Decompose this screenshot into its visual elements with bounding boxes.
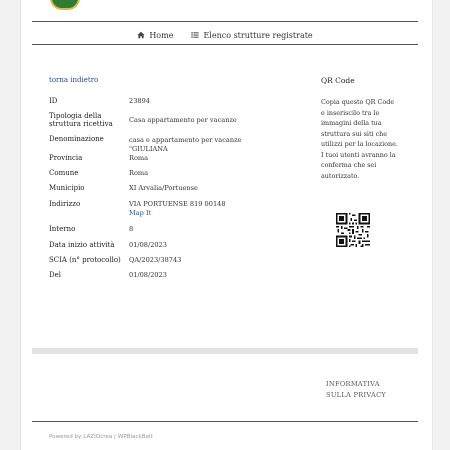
content-separator-band <box>32 348 418 354</box>
main-nav <box>32 27 418 43</box>
detail-label: Indirizzo <box>49 200 81 208</box>
detail-label: ID <box>49 97 58 105</box>
nav-divider <box>32 44 418 45</box>
structure-details-table <box>49 97 279 286</box>
detail-label: Municipio <box>49 184 85 192</box>
detail-row <box>49 256 279 271</box>
home-icon <box>137 31 145 39</box>
nav-list-label: Elenco strutture registrate <box>203 30 313 40</box>
qr-title: QR Code <box>321 76 355 85</box>
detail-value: Roma <box>129 169 149 177</box>
detail-value: XI Arvalia/Portuense <box>129 184 198 192</box>
detail-row <box>49 271 279 286</box>
detail-row <box>49 154 279 169</box>
detail-label: Denominazione <box>49 135 104 143</box>
detail-value: 23894 <box>129 97 150 105</box>
detail-label: Tipologia della struttura ricettiva <box>49 112 113 128</box>
detail-label: SCIA (n° protocollo) <box>49 256 121 264</box>
detail-value: Casa appartamento per vacanze <box>129 116 237 124</box>
map-it-link[interactable]: Map It <box>129 209 152 217</box>
nav-registered-list[interactable] <box>191 31 312 40</box>
qr-description: Copia questo QR Code e inseriscilo tra le immagini della tua struttura sui siti che utilizzi per la locazione. I tuoi utenti avranno la conferma che sei autorizzato. <box>321 98 398 180</box>
detail-row <box>49 169 279 184</box>
back-link[interactable]: torna indietro <box>49 76 99 84</box>
detail-value: 01/08/2023 <box>129 241 168 249</box>
detail-row <box>49 112 279 135</box>
detail-row <box>49 135 279 154</box>
detail-label: Comune <box>49 169 79 177</box>
top-divider <box>32 21 418 22</box>
detail-label: Data inizio attività <box>49 241 115 249</box>
detail-row <box>49 241 279 256</box>
nav-home[interactable] <box>137 31 173 40</box>
nav-home-label: Home <box>149 30 174 40</box>
detail-row <box>49 200 279 225</box>
detail-row <box>49 225 279 241</box>
footer-credits: Powered by LAZIOcrea | WPBlackBelt <box>49 434 153 440</box>
footer-divider <box>32 421 418 422</box>
list-icon <box>191 31 199 39</box>
detail-value: 01/08/2023 <box>129 271 168 279</box>
detail-label: Del <box>49 271 61 279</box>
privacy-link[interactable]: INFORMATIVA SULLA PRIVACY <box>326 380 387 399</box>
detail-value: casa e appartamento per vacanze "GIULIANA <box>129 136 242 153</box>
detail-value <box>129 200 279 225</box>
address-text: VIA PORTUENSE 819 00148 <box>129 200 226 208</box>
detail-label: Interno <box>49 225 76 233</box>
detail-row <box>49 97 279 112</box>
detail-value: Roma <box>129 154 149 162</box>
qr-code-image[interactable] <box>336 213 370 247</box>
detail-value: 8 <box>129 225 134 233</box>
detail-label: Provincia <box>49 154 83 162</box>
detail-row <box>49 184 279 200</box>
detail-value: QA/2023/38743 <box>129 256 182 264</box>
